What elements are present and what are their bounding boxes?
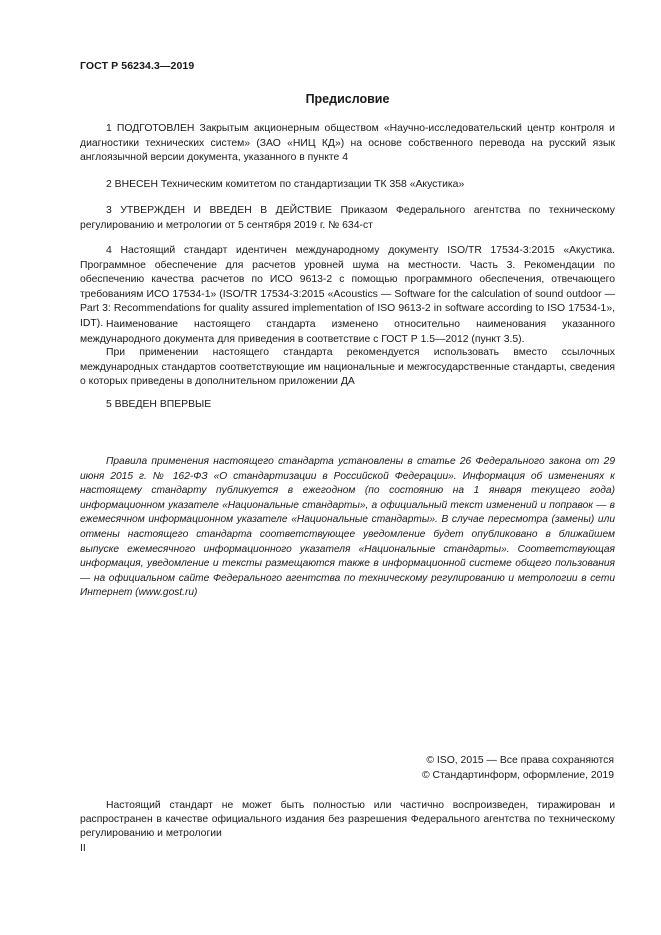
copyright-iso: © ISO, 2015 — Все права сохраняются bbox=[426, 755, 614, 766]
application-rules-note: Правила применения настоящего стандарта установлены в статье 26 Федерального закона от 29 июня 2015 г. № 162-ФЗ «О стандартизации в Российской Федерации». Информация об изменениях к настоящему стандарту публикуется в ежегодном (по состоянию на 1 января текущего года) информационном указателе «Национальные стандарты», а официальный текст изменений и поправок — в ежемесячном информационном указателе «Национальные стандарты». В случае пересмотра (замены) или отмены настоящего стандарта соответствующее уведомление будет опубликовано в ближайшем выпуске ежемесячного информационного указателя «Национальные стандарты». Соответствующая информация, уведомление и тексты размещаются также в информационной системе общего пользования — на официальном сайте Федерального агентства по техническому регулированию и метрологии в сети Интернет (www.gost.ru) bbox=[80, 456, 615, 599]
foreword-item-2: 2 ВНЕСЕН Техническим комитетом по стандартизации ТК 358 «Акустика» bbox=[106, 179, 465, 190]
foreword-item-4: 4 Настоящий стандарт идентичен международному документу ISO/TR 17534-3:2015 «Акустика. Программное обеспечение для расчетов уровней шума на местности. Часть 3. Рекомендации по обеспечению качества расчетов по ИСО 9613-2 с помощью программного обеспечения, отвечающего требованиям ИСО 17534-1» (ISO/TR 17534-3:2015 «Acoustics — Software for the calculation of sound outdoor — Part 3: Recommendations for quality assured implementation of ISO 9613-2 in software according to ISO 17534-1», IDT). bbox=[80, 245, 615, 329]
page-title: Предисловие bbox=[305, 92, 390, 106]
standard-code: ГОСТ Р 56234.3—2019 bbox=[80, 60, 195, 72]
page-number: II bbox=[80, 843, 86, 854]
copyright-standartinform: © Стандартинформ, оформление, 2019 bbox=[421, 770, 614, 781]
reproduction-notice: Настоящий стандарт не может быть полностью или частично воспроизведен, тиражирован и распространен в качестве официального издания без разрешения Федерального агентства по техническому регулированию и метрологии bbox=[80, 800, 615, 840]
foreword-item-1: 1 ПОДГОТОВЛЕН Закрытым акционерным обществом «Научно-исследовательский центр контроля и диагностики технических систем» (ЗАО «НИЦ КД») на основе собственного перевода на русский язык англоязычной версии документа, указанного в пункте 4 bbox=[80, 123, 615, 164]
foreword-item-4-title-note: Наименование настоящего стандарта изменено относительно наименования указанного международного документа для приведения в соответствие с ГОСТ Р 1.5—2012 (пункт 3.5). bbox=[80, 319, 615, 345]
foreword-item-4-refs-note: При применении настоящего стандарта рекомендуется использовать вместо ссылочных международных стандартов соответствующие им национальные и межгосударственные стандарты, сведения о которых приведены в дополнительном приложении ДА bbox=[80, 347, 615, 388]
foreword-item-5: 5 ВВЕДЕН ВПЕРВЫЕ bbox=[106, 399, 212, 410]
foreword-item-3: 3 УТВЕРЖДЕН И ВВЕДЕН В ДЕЙСТВИЕ Приказом Федерального агентства по техническому регулированию и метрологии от 5 сентября 2019 г. № 634-ст bbox=[80, 205, 615, 231]
